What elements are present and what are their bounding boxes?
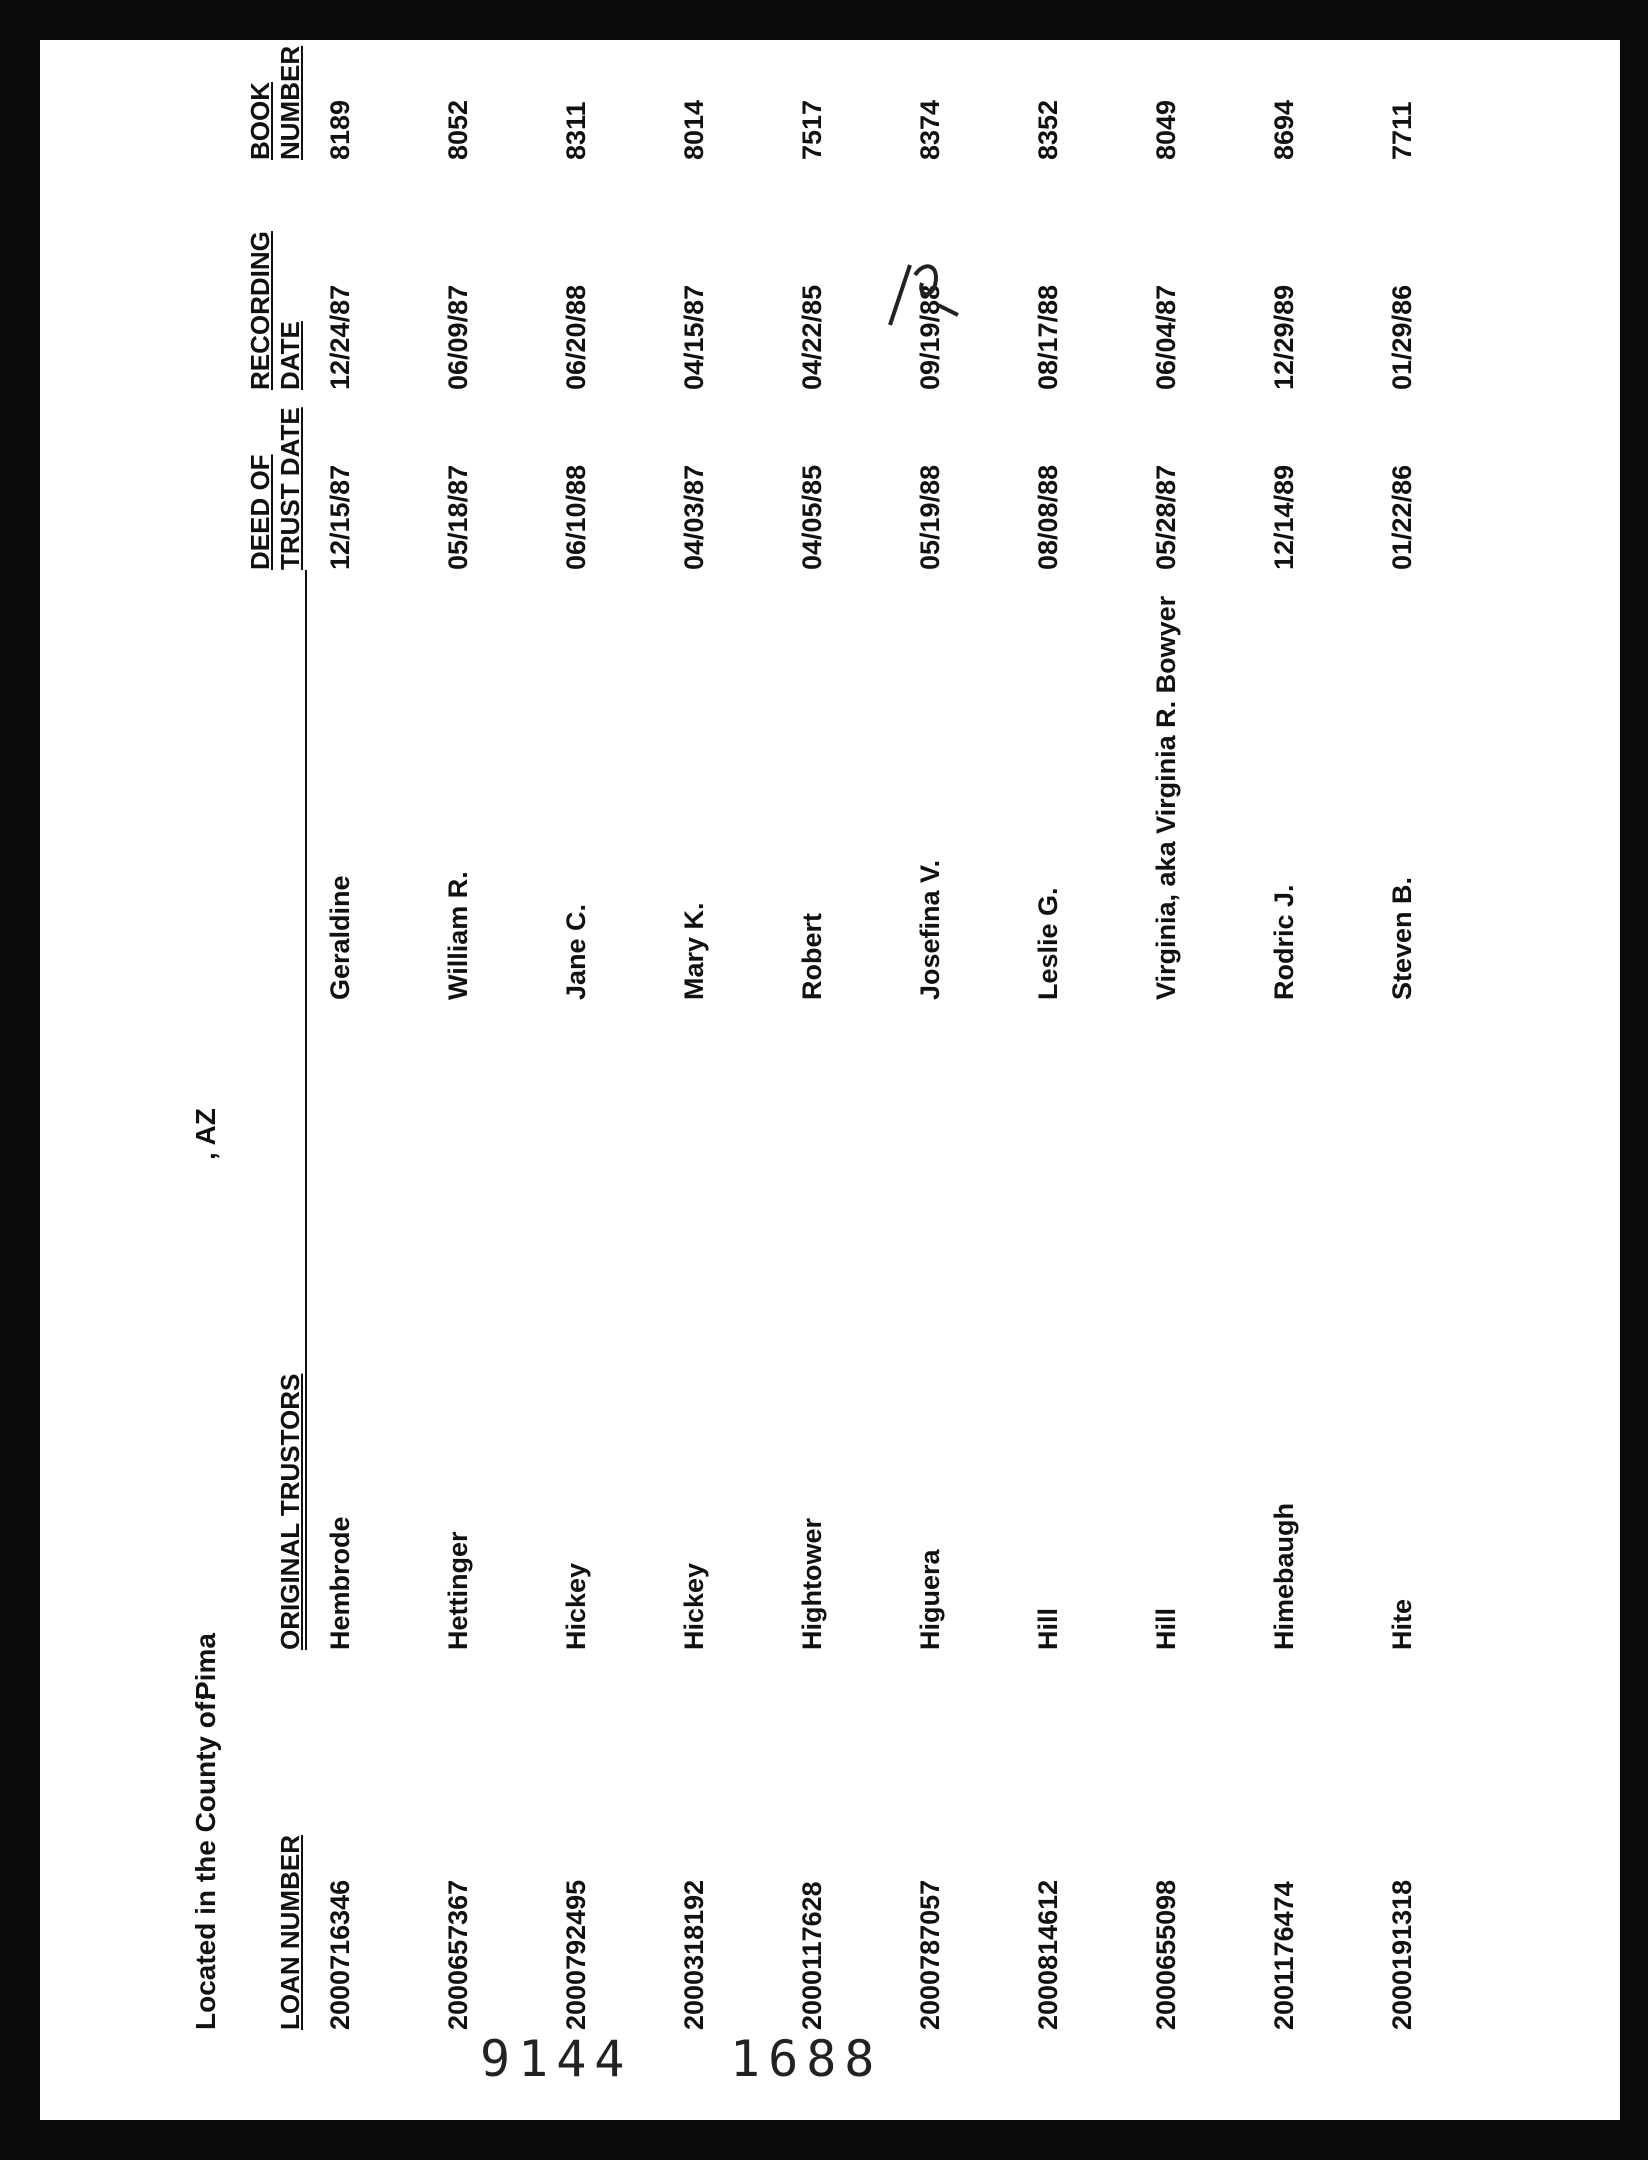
loan-number: 2000657367	[443, 1879, 473, 2030]
header-loan-number: LOAN NUMBER	[275, 1835, 305, 2030]
book-number: 7517	[797, 99, 827, 160]
table-row	[1269, 99, 1309, 2030]
loan-number: 2000792495	[561, 1879, 591, 2030]
book-number: 7711	[1387, 101, 1417, 160]
loan-number: 2000318192	[679, 1879, 709, 2030]
trustors-rule	[305, 570, 307, 1650]
book-number: 8049	[1151, 99, 1181, 160]
trustor-last-name: Hightower	[797, 1518, 827, 1650]
recording-date: 06/09/87	[443, 284, 473, 390]
county-line	[190, 1108, 222, 2030]
table-row	[679, 99, 719, 2030]
book-number: 8311	[561, 101, 591, 160]
table-row	[1387, 101, 1427, 2030]
rotated-table	[190, 45, 1490, 2030]
trustor-first-name: William R.	[443, 871, 473, 1000]
table-row	[797, 99, 837, 2030]
loan-number: 2000655098	[1151, 1879, 1181, 2030]
table-row	[325, 99, 365, 2030]
county-label: Located in the County of:	[190, 1692, 221, 2030]
book-number: 8374	[915, 99, 945, 160]
trustor-last-name: Hembrode	[325, 1516, 355, 1650]
trustor-first-name: Josefina V.	[915, 859, 945, 1000]
recording-date: 08/17/88	[1033, 284, 1063, 390]
trustor-last-name: Hill	[1033, 1607, 1063, 1650]
state-name: , AZ	[190, 1108, 221, 1160]
trustor-first-name: Steven B.	[1387, 876, 1417, 1000]
trustor-last-name: Hite	[1387, 1598, 1417, 1650]
deed-of-trust-date: 12/15/87	[325, 464, 355, 570]
trustor-first-name: Geraldine	[325, 875, 355, 1000]
deed-of-trust-date: 12/14/89	[1269, 464, 1299, 570]
deed-of-trust-date: 05/19/88	[915, 464, 945, 570]
county-name: Pima	[190, 1633, 221, 1700]
recording-date: 12/29/89	[1269, 284, 1299, 390]
loan-number: 2000716346	[325, 1879, 355, 2030]
handwritten-number-right: 1688	[730, 2030, 883, 2088]
loan-number: 2001176474	[1269, 1881, 1299, 2030]
deed-of-trust-date: 06/10/88	[561, 464, 591, 570]
book-number: 8014	[679, 99, 709, 160]
table-row	[1033, 99, 1073, 2030]
loan-number: 2000191318	[1387, 1879, 1417, 2030]
recording-date: 04/15/87	[679, 284, 709, 390]
deed-of-trust-date: 08/08/88	[1033, 464, 1063, 570]
header-rec-line1: RECORDING	[245, 231, 275, 390]
recording-date: 06/20/88	[561, 284, 591, 390]
table-row	[443, 99, 483, 2030]
trustor-last-name: Hickey	[679, 1562, 709, 1650]
header-recording-date	[245, 231, 305, 390]
deed-of-trust-date: 05/18/87	[443, 464, 473, 570]
header-rec-line2: DATE	[275, 321, 305, 390]
trustor-last-name: Higuera	[915, 1549, 945, 1650]
book-number: 8694	[1269, 99, 1299, 160]
book-number: 8052	[443, 99, 473, 160]
trustor-first-name: Jane C.	[561, 903, 591, 1000]
document-page	[40, 40, 1620, 2120]
header-deed-line1: DEED OF	[245, 454, 275, 570]
deed-of-trust-date: 04/03/87	[679, 464, 709, 570]
header-book-number	[245, 46, 305, 160]
recording-date: 09/19/88	[915, 284, 945, 390]
trustor-first-name: Rodric J.	[1269, 884, 1299, 1000]
trustor-first-name: Robert	[797, 913, 827, 1000]
loan-number: 2000117628	[797, 1881, 827, 2030]
trustor-last-name: Hill	[1151, 1607, 1181, 1650]
recording-date: 06/04/87	[1151, 284, 1181, 390]
deed-of-trust-date: 01/22/86	[1387, 464, 1417, 570]
table-row	[915, 99, 955, 2030]
trustor-first-name: Virginia, aka Virginia R. Bowyer	[1151, 595, 1181, 1000]
book-number: 8352	[1033, 99, 1063, 160]
deed-of-trust-date: 05/28/87	[1151, 464, 1181, 570]
trustor-last-name: Hettinger	[443, 1531, 473, 1650]
loan-number: 2000787057	[915, 1879, 945, 2030]
recording-date: 12/24/87	[325, 284, 355, 390]
handwritten-check-mark	[880, 245, 960, 345]
deed-of-trust-date: 04/05/85	[797, 464, 827, 570]
recording-date: 04/22/85	[797, 284, 827, 390]
header-deed-line2: TRUST DATE	[275, 407, 305, 570]
book-number: 8189	[325, 99, 355, 160]
header-book-line2: NUMBER	[275, 45, 305, 160]
handwritten-number-left: 9144	[480, 2030, 633, 2088]
table-row	[561, 101, 601, 2030]
header-original-trustors: ORIGINAL TRUSTORS	[275, 1373, 305, 1650]
trustor-first-name: Leslie G.	[1033, 887, 1063, 1000]
trustor-last-name: Hickey	[561, 1562, 591, 1650]
trustor-last-name: Himebaugh	[1269, 1502, 1299, 1650]
loan-number: 2000814612	[1033, 1879, 1063, 2030]
table-row	[1151, 99, 1191, 2030]
trustor-first-name: Mary K.	[679, 902, 709, 1000]
header-deed-of-trust-date	[245, 407, 305, 570]
header-book-line1: BOOK	[245, 82, 275, 160]
recording-date: 01/29/86	[1387, 284, 1417, 390]
